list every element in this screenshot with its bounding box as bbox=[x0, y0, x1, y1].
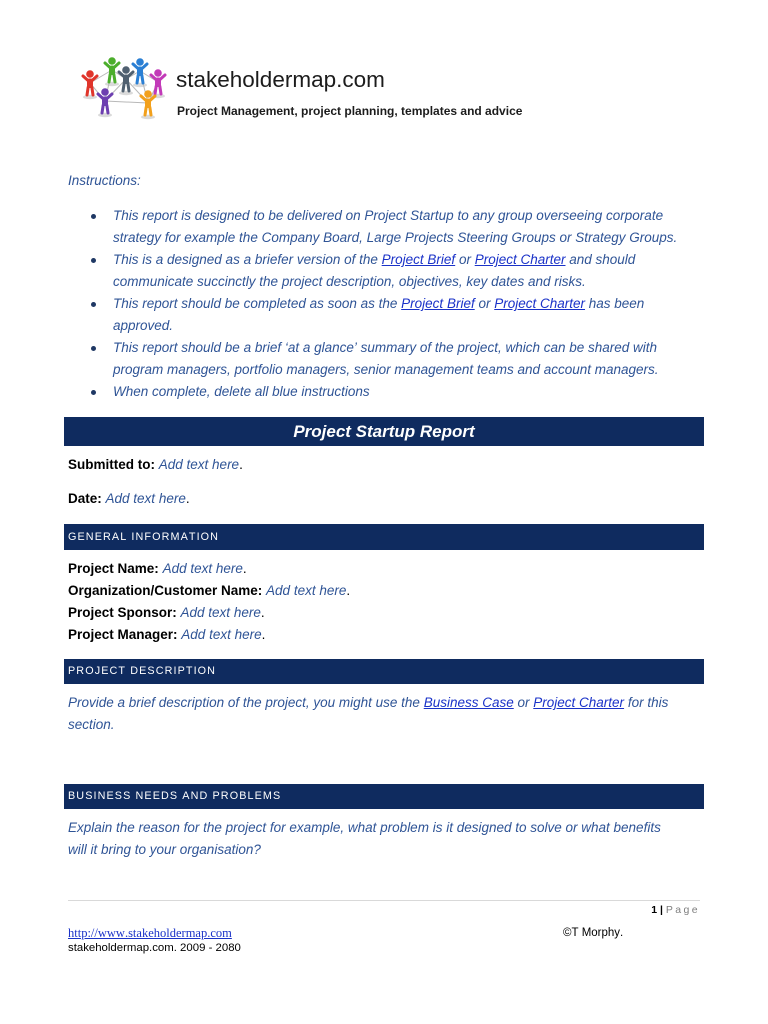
submitted-to-value: Add text here bbox=[158, 457, 240, 472]
field-period: . bbox=[346, 583, 351, 598]
instruction-text: and should communicate succinctly the project description, objectives, key dates and risks. bbox=[113, 252, 636, 289]
business-case-link[interactable]: Business Case bbox=[423, 695, 514, 710]
footer-copyright: ©T Morphy. bbox=[563, 927, 624, 939]
instruction-text: This is a designed as a briefer version of the bbox=[113, 252, 382, 267]
project-name-row bbox=[68, 558, 350, 580]
bullet-dot bbox=[91, 346, 96, 351]
project-charter-link[interactable]: Project Charter bbox=[474, 252, 566, 267]
project-charter-link[interactable]: Project Charter bbox=[494, 296, 586, 311]
field-period: . bbox=[242, 561, 247, 576]
field-value: Add text here bbox=[181, 627, 262, 642]
project-sponsor-row bbox=[68, 602, 350, 624]
date-value: Add text here bbox=[105, 491, 186, 506]
field-label: Project Sponsor: bbox=[68, 605, 177, 620]
field-period: . bbox=[260, 605, 265, 620]
page-number-value: 1 bbox=[651, 904, 658, 916]
person-figure-blue bbox=[133, 58, 147, 83]
instruction-text: This report should be a brief ‘at a glance’ summary of the project, which can be shared with program managers, portfolio managers, senior management teams and account managers. bbox=[113, 340, 659, 377]
stakeholder-network-icon bbox=[80, 54, 172, 124]
project-description-heading: PROJECT DESCRIPTION bbox=[64, 659, 704, 684]
date-period: . bbox=[185, 491, 190, 506]
instruction-text: This report is designed to be delivered on Project Startup to any group overseeing corporate strategy for example the Company Board, Large Projects Steering Groups or Strategy Groups. bbox=[113, 208, 678, 245]
field-label: Project Name: bbox=[68, 561, 159, 576]
submitted-to-row bbox=[68, 454, 243, 476]
field-label: Project Manager: bbox=[68, 627, 178, 642]
instruction-text: When complete, delete all blue instructions bbox=[113, 384, 370, 399]
description-text: or bbox=[513, 695, 534, 710]
field-value: Add text here bbox=[180, 605, 261, 620]
instruction-text: This report should be completed as soon as the bbox=[113, 296, 402, 311]
instruction-item bbox=[68, 249, 698, 293]
field-value: Add text here bbox=[162, 561, 243, 576]
instruction-text: has been approved. bbox=[113, 296, 645, 333]
instructions-heading: Instructions: bbox=[68, 173, 141, 188]
instruction-text: or bbox=[474, 296, 495, 311]
general-information-fields bbox=[68, 558, 350, 646]
project-description-text bbox=[68, 692, 680, 736]
description-text: for this section. bbox=[68, 695, 669, 732]
submitted-to-period: . bbox=[239, 457, 243, 472]
instruction-item bbox=[68, 337, 698, 381]
field-label: Organization/Customer Name: bbox=[68, 583, 263, 598]
general-information-heading: GENERAL INFORMATION bbox=[64, 524, 704, 550]
project-manager-row bbox=[68, 624, 350, 646]
page-label: Page bbox=[665, 904, 700, 916]
business-needs-heading: BUSINESS NEEDS AND PROBLEMS bbox=[64, 784, 704, 809]
field-period: . bbox=[261, 627, 266, 642]
date-row bbox=[68, 488, 190, 510]
project-charter-link[interactable]: Project Charter bbox=[533, 695, 625, 710]
instruction-item bbox=[68, 381, 698, 403]
business-needs-text: Explain the reason for the project for example, what problem is it designed to solve or what benefits will it bring to your organisation? bbox=[68, 820, 661, 857]
bullet-dot bbox=[91, 214, 96, 219]
person-figure-green bbox=[105, 57, 119, 82]
report-title-bar: Project Startup Report bbox=[64, 417, 704, 446]
project-brief-link[interactable]: Project Brief bbox=[381, 252, 456, 267]
instruction-item bbox=[68, 293, 698, 337]
person-figure-magenta bbox=[151, 69, 165, 94]
date-label: Date: bbox=[68, 491, 102, 506]
person-figure-slate bbox=[119, 66, 133, 91]
instruction-text: or bbox=[455, 252, 475, 267]
instruction-item bbox=[68, 205, 698, 249]
site-name: stakeholdermap.com bbox=[176, 67, 385, 92]
page-number bbox=[651, 903, 700, 917]
submitted-to-label: Submitted to: bbox=[68, 457, 155, 472]
instructions-list bbox=[68, 205, 698, 403]
footer-website-link[interactable]: http://www.stakeholdermap.com bbox=[68, 926, 232, 940]
organization-name-row bbox=[68, 580, 350, 602]
page-separator: | bbox=[660, 904, 663, 916]
person-figure-purple bbox=[98, 88, 112, 113]
bullet-dot bbox=[91, 258, 96, 263]
footer-divider bbox=[68, 900, 700, 901]
project-brief-link[interactable]: Project Brief bbox=[401, 296, 475, 311]
field-value: Add text here bbox=[266, 583, 347, 598]
footer-site-years: stakeholdermap.com. 2009 - 2080 bbox=[68, 942, 241, 954]
person-figure-red bbox=[83, 70, 97, 95]
bullet-dot bbox=[91, 302, 96, 307]
site-tagline: Project Management, project planning, templates and advice bbox=[177, 104, 523, 118]
bullet-dot bbox=[91, 390, 96, 395]
description-text: Provide a brief description of the project, you might use the bbox=[68, 695, 424, 710]
